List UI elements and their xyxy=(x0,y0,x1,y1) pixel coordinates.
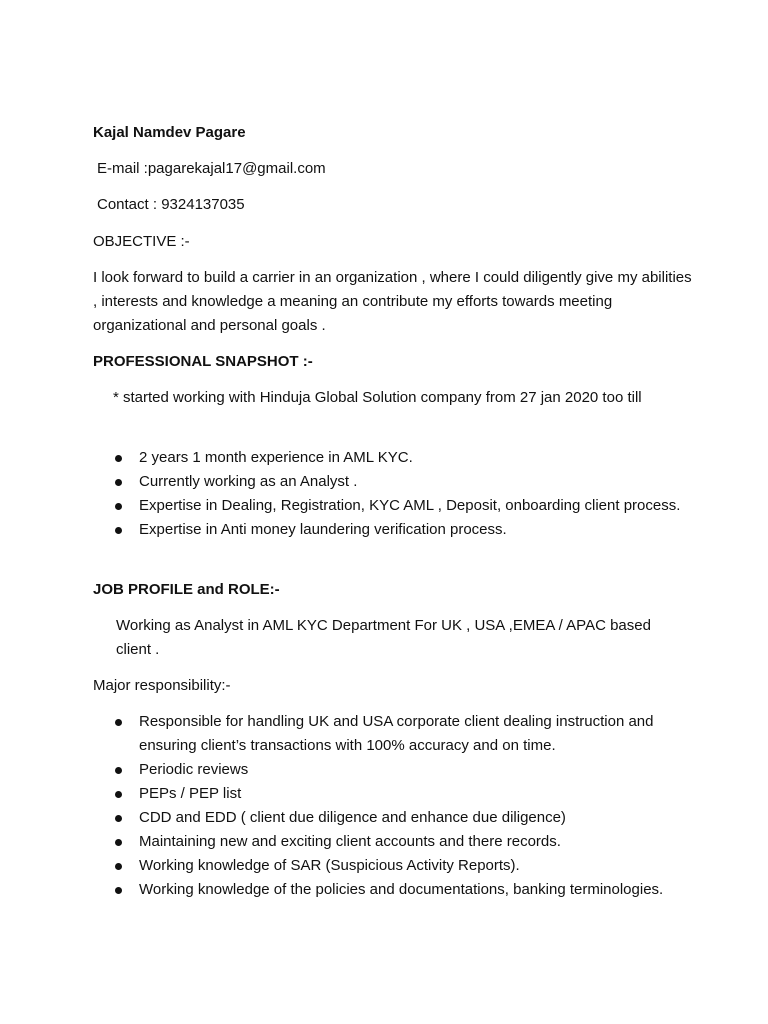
list-item: Currently working as an Analyst . xyxy=(93,470,693,494)
email-line: E-mail :pagarekajal17@gmail.com xyxy=(97,160,326,177)
candidate-name: Kajal Namdev Pagare xyxy=(93,124,246,141)
list-item: Responsible for handling UK and USA corporate client dealing instruction and ensuring client’s transactions with 100% accuracy and on time. xyxy=(93,710,693,758)
list-item: Working knowledge of the policies and documentations, banking terminologies. xyxy=(93,878,693,902)
list-item: Working knowledge of SAR (Suspicious Activity Reports). xyxy=(93,854,693,878)
list-item: CDD and EDD ( client due diligence and enhance due diligence) xyxy=(93,806,693,830)
snapshot-list xyxy=(93,446,693,542)
list-item: Periodic reviews xyxy=(93,758,693,782)
list-item: Expertise in Dealing, Registration, KYC AML , Deposit, onboarding client process. xyxy=(93,494,693,518)
list-item: Expertise in Anti money laundering verification process. xyxy=(93,518,693,542)
job-profile-text: Working as Analyst in AML KYC Department For UK , USA ,EMEA / APAC based client . xyxy=(116,617,651,658)
list-item: PEPs / PEP list xyxy=(93,782,693,806)
snapshot-intro: * started working with Hinduja Global Solution company from 27 jan 2020 too till xyxy=(113,389,642,406)
objective-heading: OBJECTIVE :- xyxy=(93,233,190,250)
snapshot-heading: PROFESSIONAL SNAPSHOT :- xyxy=(93,353,313,370)
job-profile-heading: JOB PROFILE and ROLE:- xyxy=(93,581,280,598)
list-item: Maintaining new and exciting client accounts and there records. xyxy=(93,830,693,854)
list-item: 2 years 1 month experience in AML KYC. xyxy=(93,446,693,470)
contact-line: Contact : 9324137035 xyxy=(97,196,245,213)
objective-text: I look forward to build a carrier in an organization , where I could diligently give my abilities , interests and knowledge a meaning an contribute my efforts towards meeting organizational and personal goals . xyxy=(93,269,692,334)
responsibility-list xyxy=(93,710,693,902)
responsibility-heading: Major responsibility:- xyxy=(93,677,231,694)
